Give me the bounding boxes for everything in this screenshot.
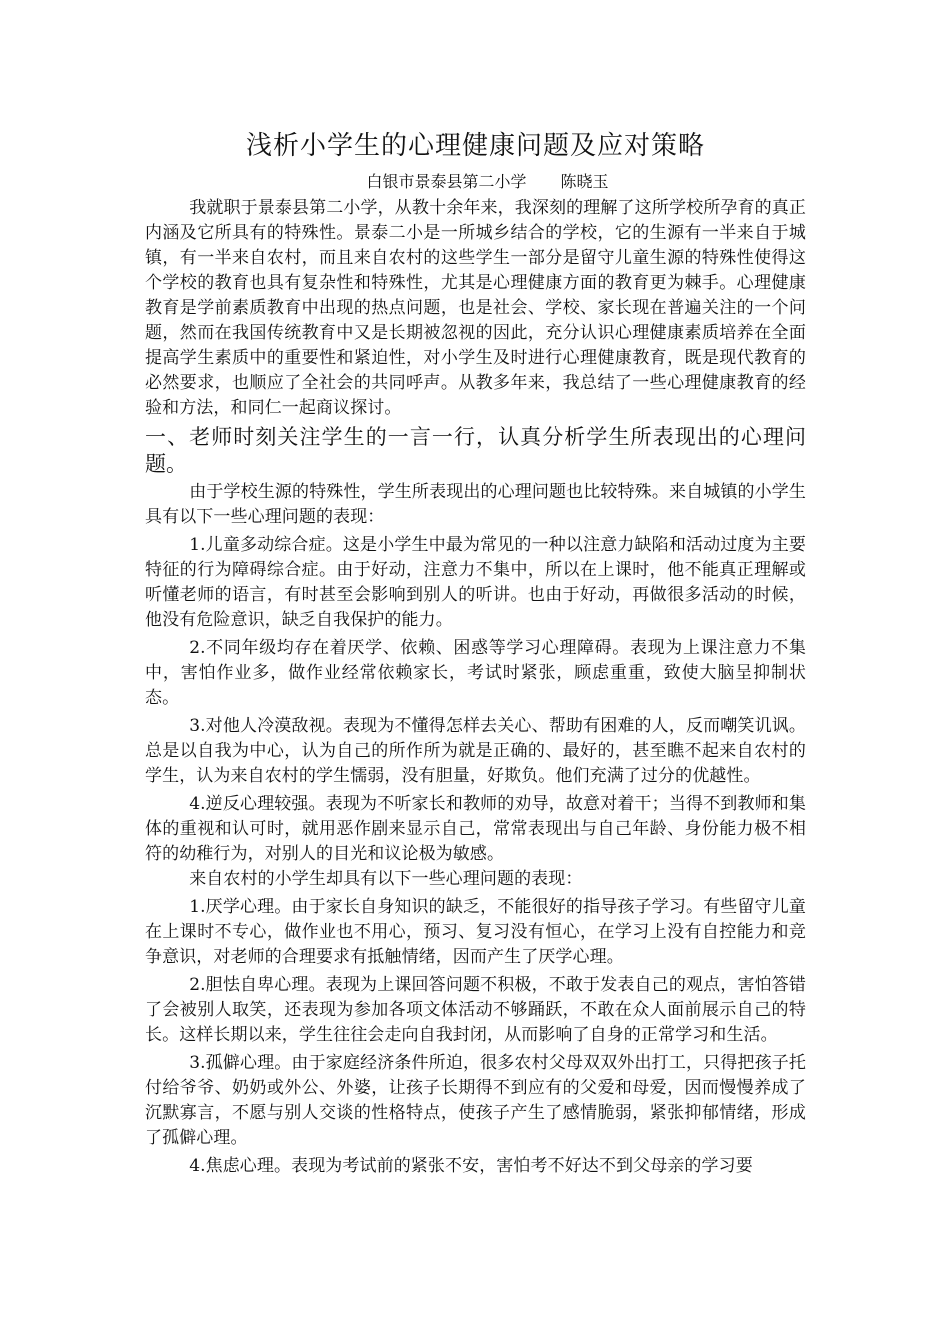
byline [145,170,806,194]
document-title: 浅析小学生的心理健康问题及应对策略 [245,131,705,161]
document-page [145,126,806,1179]
rural-lead-paragraph: 来自农村的小学生却具有以下一些心理问题的表现： [189,869,583,889]
urban-item-3: 3.对他人冷漠敌视。表现为不懂得怎样去关心、帮助有困难的人，反而嘲笑讥讽。总是以自我为中心，认为自己的所作所为就是正确的、最好的，甚至瞧不起来自农村的学生，认为来自农村的学生懦弱，没有胆量，好欺负。他们充满了过分的优越性。 [145,716,806,786]
rural-item-3: 3.孤僻心理。由于家庭经济条件所迫，很多农村父母双双外出打工，只得把孩子托付给爷爷、奶奶或外公、外婆，让孩子长期得不到应有的父爱和母爱，因而慢慢养成了沉默寡言，不愿与别人交谈的性格特点，使孩子产生了感情脆弱，紧张抑郁情绪，形成了孤僻心理。 [145,1053,806,1148]
urban-item-4: 4.逆反心理较强。表现为不听家长和教师的劝导，故意对着干；当得不到教师和集体的重视和认可时，就用恶作剧来显示自己，常常表现出与自己年龄、身份能力极不相符的幼稚行为，对别人的目光和议论极为敏感。 [145,794,806,864]
rural-item-4: 4.焦虑心理。表现为考试前的紧张不安，害怕考不好达不到父母亲的学习要 [189,1156,753,1176]
rural-item-1: 1.厌学心理。由于家长自身知识的缺乏，不能很好的指导孩子学习。有些留守儿童在上课时不专心，做作业也不用心，预习、复习没有恒心，在学习上没有自控能力和竞争意识，对老师的合理要求有抵触情绪，因而产生了厌学心理。 [145,897,806,967]
urban-item-2: 2.不同年级均存在着厌学、依赖、困惑等学习心理障碍。表现为上课注意力不集中，害怕作业多，做作业经常依赖家长，考试时紧张，顾虑重重，致使大脑呈抑制状态。 [145,638,806,708]
urban-item-1: 1.儿童多动综合症。这是小学生中最为常见的一种以注意力缺陷和活动过度为主要特征的行为障碍综合症。由于好动，注意力不集中，所以在上课时，他不能真正理解或听懂老师的语言，有时甚至会影响到别人的听讲。也由于好动，再做很多活动的时候，他没有危险意识，缺乏自我保护的能力。 [145,535,806,630]
rural-item-2: 2.胆怯自卑心理。表现为上课回答问题不积极，不敢于发表自己的观点，害怕答错了会被别人取笑，还表现为参加各项文体活动不够踊跃，不敢在众人面前展示自己的特长。这样长期以来，学生往往会走向自我封闭，从而影响了自身的正常学习和生活。 [145,975,806,1045]
section-heading-1: 一、老师时刻关注学生的一言一行，认真分析学生所表现出的心理问题。 [145,425,806,476]
byline-author: 陈晓玉 [560,172,609,191]
byline-school: 白银市景泰县第二小学 [366,172,527,191]
section1-lead-paragraph: 由于学校生源的特殊性，学生所表现出的心理问题也比较特殊。来自城镇的小学生具有以下一些心理问题的表现： [145,482,806,527]
intro-paragraph: 我就职于景泰县第二小学，从教十余年来，我深刻的理解了这所学校所孕育的真正内涵及它所具有的特殊性。景泰二小是一所城乡结合的学校，它的生源有一半来自于城镇，有一半来自农村，而且来自农村的这些学生一部分是留守儿童生源的特殊性使得这个学校的教育也具有复杂性和特殊性，尤其是心理健康方面的教育更为棘手。心理健康教育是学前素质教育中出现的热点问题，也是社会、学校、家长现在普遍关注的一个问题，然而在我国传统教育中又是长期被忽视的因此，充分认识心理健康素质培养在全面提高学生素质中的重要性和紧迫性，对小学生及时进行心理健康教育，既是现代教育的必然要求，也顺应了全社会的共同呼声。从教多年来，我总结了一些心理健康教育的经验和方法，和同仁一起商议探讨。 [145,198,806,418]
